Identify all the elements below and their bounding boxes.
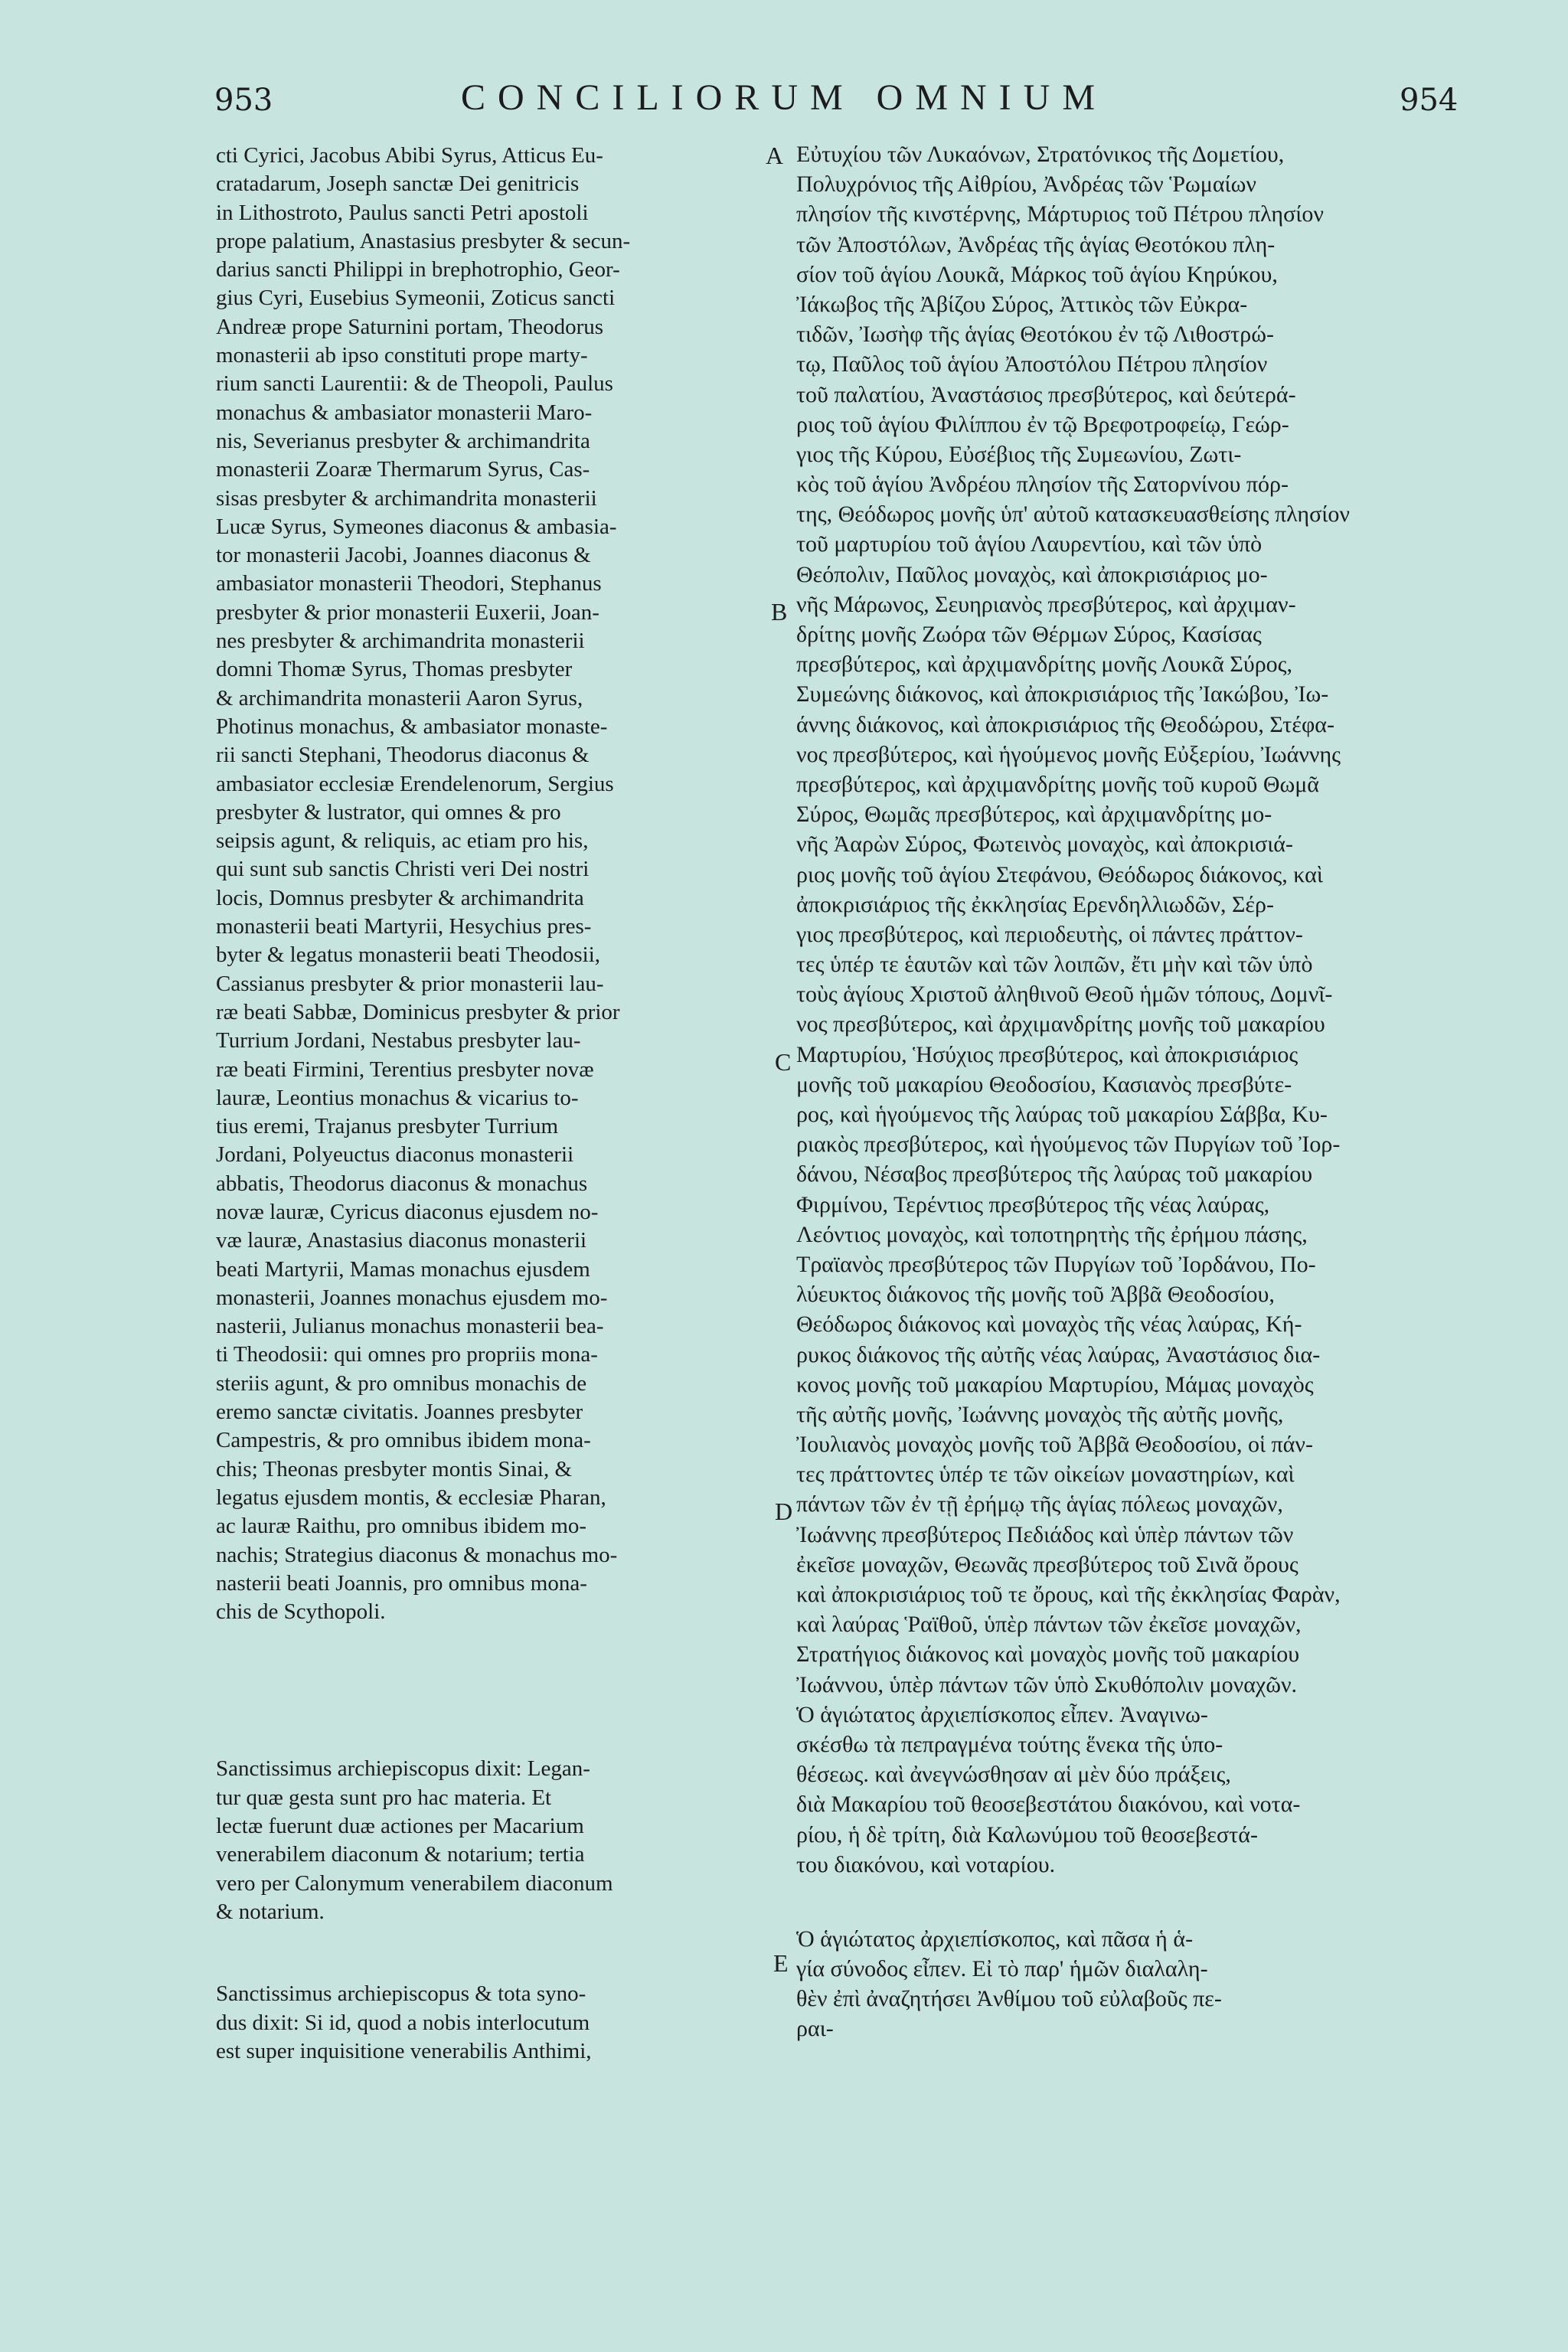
greek-text-line: θέσεως. καὶ ἀνεγνώσθησαν αἱ μὲν δύο πράξεις, (796, 1762, 1231, 1788)
latin-text-line: nis, Severianus presbyter & archimandrita (216, 428, 590, 453)
greek-paragraph-synod-speech (796, 1924, 1423, 2044)
latin-text-line: legatus ejusdem montis, & ecclesiæ Pharan, (216, 1485, 606, 1510)
latin-text-line: domni Thomæ Syrus, Thomas presbyter (216, 657, 573, 682)
greek-text-line: ἐκεῖσε μοναχῶν, Θεωνᾶς πρεσβύτερος τοῦ Σινᾶ ὄρους (796, 1551, 1298, 1577)
greek-text-line: ρος, καὶ ἡγούμενος τῆς λαύρας τοῦ μακαρίου Σάββα, Κυ- (796, 1102, 1328, 1127)
latin-text-line: monachus & ambasiator monasterii Maro- (216, 400, 593, 425)
greek-text-line: δάνου, Νέσαβος πρεσβύτερος τῆς λαύρας τοῦ μακαρίου (796, 1161, 1313, 1187)
greek-text-line: Συμεώνης διάκονος, καὶ ἀποκρισιάριος τῆς Ἰακώβου, Ἰω- (796, 681, 1329, 707)
greek-text-line: νος πρεσβύτερος, καὶ ἀρχιμανδρίτης μονῆς τοῦ μακαρίου (796, 1011, 1325, 1037)
greek-text-line: σκέσθω τὰ πεπραγμένα τούτης ἕνεκα τῆς ὑπο- (796, 1731, 1223, 1757)
latin-text-line: beati Martyrii, Mamas monachus ejusdem (216, 1256, 590, 1282)
latin-text-line: venerabilem diaconum & notarium; tertia (216, 1842, 585, 1867)
greek-text-line: γιος πρεσβύτερος, καὶ περιοδευτὴς, οἱ πάντες πράττον- (796, 921, 1303, 947)
latin-text-line: ambasiator monasterii Theodori, Stephanus (216, 571, 602, 596)
latin-text-line: tius eremi, Trajanus presbyter Turrium (216, 1114, 559, 1139)
greek-text-line: Φιρμίνου, Τερέντιος πρεσβύτερος τῆς νέας λαύρας, (796, 1191, 1270, 1217)
latin-text-line: abbatis, Theodorus diaconus & monachus (216, 1171, 588, 1196)
latin-text-line: gius Cyri, Eusebius Symeonii, Zoticus sancti (216, 286, 616, 311)
greek-text-line: Πολυχρόνιος τῆς Αἰθρίου, Ἀνδρέας τῶν Ῥωμαίων (796, 172, 1256, 198)
latin-text-line: lectæ fuerunt duæ actiones per Macarium (216, 1814, 584, 1839)
greek-text-line: ρίου, ἡ δὲ τρίτη, διὰ Καλωνύμου τοῦ θεοσεβεστά- (796, 1821, 1258, 1847)
page-header (0, 77, 1568, 130)
latin-paragraph-synod-speech (216, 1980, 775, 2066)
greek-text-line: ρυκος διάκονος τῆς αὐτῆς νέας λαύρας, Ἀναστάσιος δια- (796, 1341, 1321, 1367)
greek-text-line: Στρατήγιος διάκονος καὶ μοναχὸς μονῆς τοῦ μακαρίου (796, 1642, 1300, 1668)
greek-text-line: πρεσβύτερος, καὶ ἀρχιμανδρίτης μονῆς Λουκᾶ Σύρος, (796, 652, 1293, 678)
greek-text-line: κὸς τοῦ ἁγίου Ἀνδρέου πλησίον τῆς Σατορνίνου πόρ- (796, 472, 1289, 498)
latin-text-line: Lucæ Syrus, Symeones diaconus & ambasia- (216, 514, 617, 539)
latin-text-line: nasterii, Julianus monachus monasterii bea- (216, 1314, 604, 1339)
latin-text-line: novæ lauræ, Cyricus diaconus ejusdem no- (216, 1199, 599, 1224)
greek-text-line: σίον τοῦ ἁγίου Λουκᾶ, Μάρκος τοῦ ἁγίου Κηρύκου, (796, 261, 1278, 287)
latin-text-line: prope palatium, Anastasius presbyter & secun- (216, 228, 631, 253)
latin-text-line: qui sunt sub sanctis Christi veri Dei nostri (216, 857, 590, 882)
latin-text-line: Campestris, & pro omnibus ibidem mona- (216, 1428, 591, 1453)
greek-text-line: ραι- (796, 2016, 834, 2042)
latin-text-line: Photinus monachus, & ambasiator monaste- (216, 714, 608, 739)
latin-text-line: tur quæ gesta sunt pro hac materia. Et (216, 1785, 552, 1810)
latin-text-line: væ lauræ, Anastasius diaconus monasterii (216, 1228, 587, 1253)
latin-text-line: presbyter & prior monasterii Euxerii, Joan- (216, 599, 599, 625)
greek-text-line: γιος τῆς Κύρου, Εὐσέβιος τῆς Συμεωνίου, Ζωτι- (796, 441, 1242, 467)
greek-text-line: ἀποκρισιάριος τῆς ἐκκλησίας Ερενδηλλιωδῶν, Σέρ- (796, 891, 1274, 917)
greek-text-line: Μαρτυρίου, Ἡσύχιος πρεσβύτερος, καὶ ἀποκρισιάριος (796, 1041, 1298, 1067)
latin-text-line: & notarium. (216, 1899, 325, 1924)
latin-text-line: monasterii, Joannes monachus ejusdem mo- (216, 1285, 608, 1310)
latin-text-line: nachis; Strategius diaconus & monachus mo- (216, 1542, 618, 1567)
latin-text-line: steriis agunt, & pro omnibus monachis de (216, 1370, 587, 1396)
greek-text-line: λύευκτος διάκονος τῆς μονῆς τοῦ Ἀββᾶ Θεοδοσίου, (796, 1282, 1275, 1308)
latin-text-line: seipsis agunt, & reliquis, ac etiam pro his, (216, 828, 589, 854)
greek-text-line: Ὁ ἁγιώτατος ἀρχιεπίσκοπος εἶπεν. Ἀναγινω- (796, 1701, 1208, 1727)
greek-text-line: καὶ λαύρας Ῥαϊθοῦ, ὑπὲρ πάντων τῶν ἐκεῖσε μοναχῶν, (796, 1612, 1302, 1638)
margin-marker-d: D (775, 1498, 793, 1525)
greek-text-line: Εὐτυχίου τῶν Λυκαόνων, Στρατόνικος τῆς Δομετίου, (796, 142, 1285, 167)
greek-text-line: της, Θεόδωρος μονῆς ὑπ' αὐτοῦ κατασκευασθείσης πλησίον (796, 501, 1350, 528)
latin-text-line: Andreæ prope Saturnini portam, Theodorus (216, 314, 604, 339)
latin-text-line: byter & legatus monasterii beati Theodosii, (216, 942, 601, 968)
greek-text-line: ριακὸς πρεσβύτερος, καὶ ἡγούμενος τῶν Πυργίων τοῦ Ἰορ- (796, 1132, 1341, 1158)
latin-text-line: nes presbyter & archimandrita monasterii (216, 629, 585, 654)
greek-text-line: άννης διάκονος, καὶ ἀποκρισιάριος τῆς Θεοδώρου, Στέφα- (796, 711, 1334, 737)
greek-column (796, 139, 1423, 2044)
greek-text-line: τῶν Ἀποστόλων, Ἀνδρέας τῆς ἁγίας Θεοτόκου πλη- (796, 231, 1276, 257)
greek-text-line: Ἰάκωβος τῆς Ἀβίζου Σύρος, Ἀττικὸς τῶν Εὐκρα- (796, 291, 1248, 317)
latin-text-line: cti Cyrici, Jacobus Abibi Syrus, Atticus Eu- (216, 143, 603, 168)
greek-text-line: του διακόνου, καὶ νοταρίου. (796, 1851, 1056, 1877)
margin-marker-b: B (771, 598, 788, 626)
latin-text-line: rii sancti Stephani, Theodorus diaconus & (216, 743, 590, 768)
latin-text-line: ambasiator ecclesiæ Erendelenorum, Sergius (216, 771, 614, 796)
latin-paragraph-archbishop-reading (216, 1755, 775, 1926)
margin-marker-e: E (773, 1949, 789, 1977)
latin-text-line: ræ beati Firmini, Terentius presbyter novæ (216, 1057, 594, 1082)
latin-text-line: ræ beati Sabbæ, Dominicus presbyter & prior (216, 999, 620, 1024)
latin-text-line: sisas presbyter & archimandrita monasterii (216, 485, 597, 511)
greek-paragraph-archbishop-reading (796, 1700, 1423, 1880)
latin-column (216, 142, 775, 2066)
latin-text-line: dus dixit: Si id, quod a nobis interlocutum (216, 2010, 590, 2035)
latin-text-line: presbyter & lustrator, qui omnes & pro (216, 799, 561, 825)
greek-text-line: τες πράττοντες ὑπέρ τε τῶν οἰκείων μοναστηρίων, καὶ (796, 1462, 1295, 1488)
margin-marker-c: C (775, 1048, 792, 1076)
greek-text-line: τιδῶν, Ἰωσὴφ τῆς ἁγίας Θεοτόκου ἐν τῷ Λιθοστρώ- (796, 322, 1274, 348)
latin-text-line: ti Theodosii: qui omnes pro propriis mona- (216, 1342, 598, 1367)
latin-text-line: lauræ, Leontius monachus & vicarius to- (216, 1085, 579, 1110)
latin-paragraph-signatories (216, 142, 775, 1626)
greek-text-line: Ἰουλιανὸς μοναχὸς μονῆς τοῦ Ἀββᾶ Θεοδοσίου, οἱ πάν- (796, 1432, 1313, 1458)
greek-paragraph-signatories (796, 139, 1423, 1700)
greek-text-line: νῆς Μάρωνος, Σευηριανὸς πρεσβύτερος, καὶ ἀρχιμαν- (796, 591, 1296, 617)
latin-text-line: eremo sanctæ civitatis. Joannes presbyter (216, 1400, 583, 1425)
latin-text-line: ac lauræ Raithu, pro omnibus ibidem mo- (216, 1514, 587, 1539)
latin-text-line: nasterii beati Joannis, pro omnibus mona- (216, 1570, 587, 1596)
latin-text-line: cratadarum, Joseph sanctæ Dei genitricis (216, 172, 580, 197)
latin-text-line: monasterii beati Martyrii, Hesychius pres- (216, 914, 592, 939)
greek-text-line: Τραϊανὸς πρεσβύτερος τῶν Πυργίων τοῦ Ἰορδάνου, Πο- (796, 1251, 1316, 1277)
greek-text-line: Ὁ ἁγιώτατος ἀρχιεπίσκοπος, καὶ πᾶσα ἡ ἁ- (796, 1926, 1194, 1952)
greek-text-line: νῆς Ἀαρὼν Σύρος, Φωτεινὸς μοναχὸς, καὶ ἀποκρισιά- (796, 831, 1293, 858)
greek-text-line: κονος μονῆς τοῦ μακαρίου Μαρτυρίου, Μάμας μοναχὸς (796, 1371, 1314, 1397)
latin-text-line: in Lithostroto, Paulus sancti Petri apostoli (216, 200, 589, 225)
latin-text-line: Jordani, Polyeuctus diaconus monasterii (216, 1142, 574, 1168)
greek-text-line: καὶ ἀποκρισιάριος τοῦ τε ὄρους, καὶ τῆς ἐκκλησίας Φαρὰν, (796, 1582, 1341, 1607)
greek-text-line: θὲν ἐπὶ ἀναζητήσει Ἀνθίμου τοῦ εὐλαβοῦς πε- (796, 1986, 1222, 2012)
greek-text-line: τοὺς ἁγίους Χριστοῦ ἀληθινοῦ Θεοῦ ἡμῶν τόπους, Δομνῖ- (796, 982, 1333, 1008)
greek-text-line: Θεόπολιν, Παῦλος μοναχὸς, καὶ ἀποκρισιάριος μο- (796, 561, 1268, 587)
greek-text-line: ριος μονῆς τοῦ ἁγίου Στεφάνου, Θεόδωρος διάκονος, καὶ (796, 861, 1323, 887)
greek-text-line: τῆς αὐτῆς μονῆς, Ἰωάννης μοναχὸς τῆς αὐτῆς μονῆς, (796, 1401, 1284, 1427)
latin-text-line: darius sancti Philippi in brephotrophio, Geor- (216, 257, 620, 283)
page-number-right: 954 (1400, 83, 1459, 118)
greek-text-line: γία σύνοδος εἶπεν. Εἰ τὸ παρ' ἡμῶν διαλαλη- (796, 1956, 1208, 1982)
greek-text-line: πρεσβύτερος, καὶ ἀρχιμανδρίτης μονῆς τοῦ κυροῦ Θωμᾶ (796, 771, 1320, 797)
greek-text-line: πλησίον τῆς κινστέρνης, Μάρτυριος τοῦ Πέτρου πλησίον (796, 201, 1324, 227)
latin-text-line: est super inquisitione venerabilis Anthimi, (216, 2038, 592, 2063)
greek-text-line: μονῆς τοῦ μακαρίου Θεοδοσίου, Κασιανὸς πρεσβύτε- (796, 1071, 1292, 1097)
latin-text-line: chis; Theonas presbyter montis Sinai, & (216, 1456, 573, 1481)
greek-text-line: τῳ, Παῦλος τοῦ ἁγίου Ἀποστόλου Πέτρου πλησίον (796, 351, 1268, 377)
greek-text-line: Σύρος, Θωμᾶς πρεσβύτερος, καὶ ἀρχιμανδρίτης μο- (796, 802, 1272, 828)
latin-text-line: Cassianus presbyter & prior monasterii lau- (216, 971, 604, 996)
greek-text-line: τες ὑπέρ τε ἑαυτῶν καὶ τῶν λοιπῶν, ἔτι μὴν καὶ τῶν ὑπὸ (796, 952, 1313, 978)
latin-text-line: rium sancti Laurentii: & de Theopoli, Paulus (216, 371, 613, 397)
latin-text-line: chis de Scythopoli. (216, 1599, 386, 1625)
greek-text-line: δρίτης μονῆς Ζωόρα τῶν Θέρμων Σύρος, Κασίσας (796, 622, 1262, 647)
greek-text-line: πάντων τῶν ἐν τῇ ἐρήμῳ τῆς ἁγίας πόλεως μοναχῶν, (796, 1491, 1283, 1517)
latin-text-line: Turrium Jordani, Nestabus presbyter lau- (216, 1028, 581, 1054)
greek-text-line: τοῦ μαρτυρίου τοῦ ἁγίου Λαυρεντίου, καὶ τῶν ὑπὸ (796, 531, 1263, 557)
greek-text-line: διὰ Μακαρίου τοῦ θεοσεβεστάτου διακόνου, καὶ νοτα- (796, 1792, 1301, 1818)
greek-text-line: Ἰωάννης πρεσβύτερος Πεδιάδος καὶ ὑπὲρ πάντων τῶν (796, 1521, 1294, 1547)
latin-text-line: monasterii Zoaræ Thermarum Syrus, Cas- (216, 457, 590, 482)
latin-text-line: vero per Calonymum venerabilem diaconum (216, 1870, 613, 1896)
latin-text-line: locis, Domnus presbyter & archimandrita (216, 885, 584, 910)
greek-text-line: νος πρεσβύτερος, καὶ ἡγούμενος μονῆς Εὐξερίου, Ἰωάννης (796, 741, 1341, 767)
greek-text-line: ριος τοῦ ἁγίου Φιλίππου ἐν τῷ Βρεφοτροφείῳ, Γεώρ- (796, 411, 1289, 437)
running-title: CONCILIORUM OMNIUM (460, 77, 1107, 118)
greek-text-line: Ἰωάννου, ὑπὲρ πάντων τῶν ὑπὸ Σκυθόπολιν μοναχῶν. (796, 1671, 1298, 1697)
latin-text-line: Sanctissimus archiepiscopus & tota syno- (216, 1981, 586, 2007)
greek-text-line: τοῦ παλατίου, Ἀναστάσιος πρεσβύτερος, καὶ δεύτερά- (796, 381, 1296, 407)
latin-text-line: tor monasterii Jacobi, Joannes diaconus & (216, 543, 591, 568)
margin-marker-a: A (766, 142, 784, 169)
page-number-left: 953 (214, 83, 273, 118)
latin-text-line: Sanctissimus archiepiscopus dixit: Legan- (216, 1756, 590, 1782)
greek-text-line: Λεόντιος μοναχὸς, καὶ τοποτηρητὴς τῆς ἐρήμου πάσης, (796, 1221, 1308, 1247)
latin-text-line: monasterii ab ipso constituti prope marty- (216, 343, 588, 368)
greek-text-line: Θεόδωρος διάκονος καὶ μοναχὸς τῆς νέας λαύρας, Κή- (796, 1312, 1302, 1338)
latin-text-line: & archimandrita monasterii Aaron Syrus, (216, 685, 583, 710)
